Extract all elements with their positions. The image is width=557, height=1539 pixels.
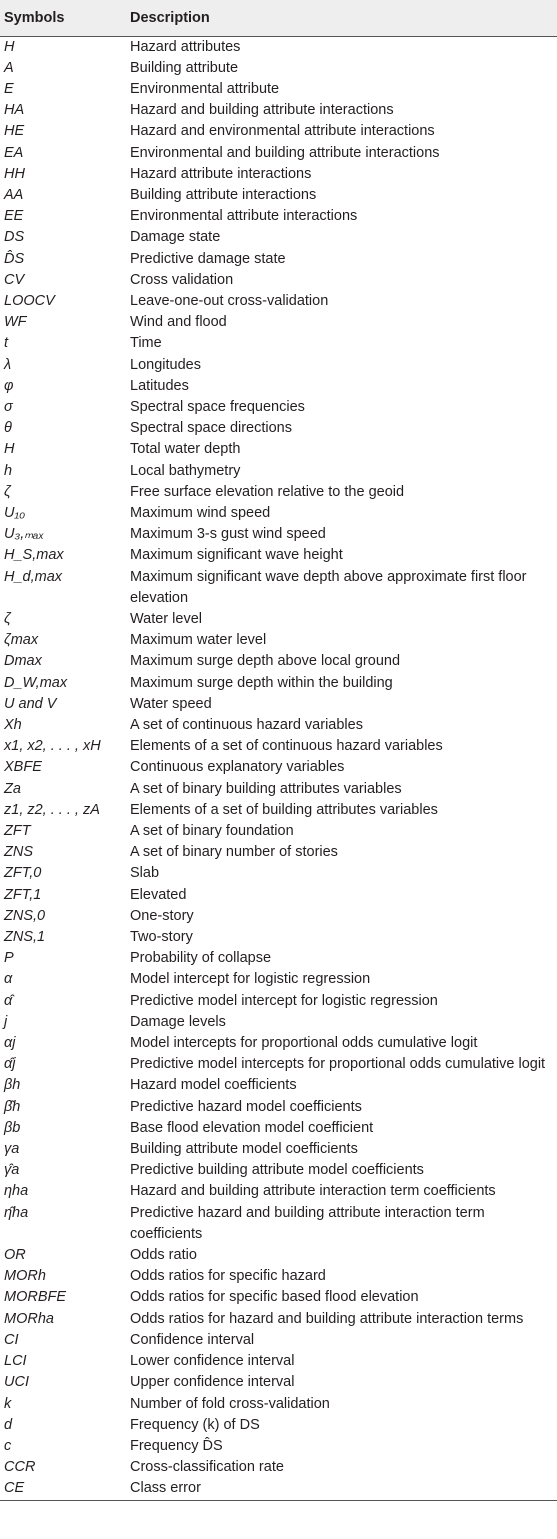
table-row <box>0 821 557 842</box>
description-cell: Maximum wind speed <box>130 504 271 521</box>
symbol-cell: φ <box>4 377 14 394</box>
description-cell: Building attribute model coefficients <box>130 1141 358 1158</box>
table-row <box>0 1372 557 1393</box>
header-symbols: Symbols <box>0 0 126 36</box>
symbol-cell: ηha <box>4 1183 29 1200</box>
description-cell: Predictive hazard model coefficients <box>130 1098 362 1115</box>
description-cell: Base flood elevation model coefficient <box>130 1119 374 1136</box>
description-cell: Hazard and building attribute interactions <box>130 102 394 119</box>
table-row <box>0 1097 557 1118</box>
table-row <box>0 694 557 715</box>
table-row <box>0 185 557 206</box>
symbol-cell: MORh <box>4 1268 46 1285</box>
table-row <box>0 1118 557 1139</box>
description-cell: Hazard attributes <box>130 38 241 55</box>
symbol-cell: OR <box>4 1247 26 1264</box>
description-cell: Frequency (k) of DS <box>130 1416 260 1433</box>
description-cell: Environmental and building attribute interactions <box>130 144 440 161</box>
table-row <box>0 1160 557 1181</box>
symbol-cell: DS <box>4 229 25 246</box>
description-cell: Model intercepts for proportional odds cumulative logit <box>130 1035 478 1052</box>
symbol-cell: LCI <box>4 1353 27 1370</box>
table-row <box>0 1075 557 1096</box>
symbol-cell: j <box>4 1013 8 1030</box>
symbol-cell: HH <box>4 165 25 182</box>
description-cell: Odds ratio <box>130 1247 197 1264</box>
description-cell: Time <box>130 335 162 352</box>
symbol-cell: k <box>4 1395 12 1412</box>
table-row <box>0 863 557 884</box>
symbol-cell: U and V <box>4 695 57 712</box>
description-cell: Elements of a set of continuous hazard variables <box>130 738 443 755</box>
table-row <box>0 651 557 672</box>
description-cell: Damage state <box>130 229 221 246</box>
table-row <box>0 482 557 503</box>
table-row <box>0 376 557 397</box>
table-row <box>0 1436 557 1457</box>
description-cell: Elements of a set of building attributes variables <box>130 801 438 818</box>
description-cell: Predictive hazard and building attribute interaction term coefficients <box>130 1204 485 1242</box>
description-cell: A set of binary building attributes variables <box>130 780 402 797</box>
table-row <box>0 524 557 545</box>
table-row <box>0 1415 557 1436</box>
table-row <box>0 1012 557 1033</box>
symbol-cell: γ̂a <box>4 1162 20 1179</box>
symbol-cell: η̂ha <box>4 1204 29 1221</box>
description-cell: Hazard model coefficients <box>130 1077 297 1094</box>
symbol-cell: HA <box>4 102 25 119</box>
symbol-cell: αj <box>4 1035 16 1052</box>
description-cell: Hazard attribute interactions <box>130 165 312 182</box>
description-cell: Slab <box>130 865 160 882</box>
symbol-cell: βb <box>4 1119 21 1136</box>
symbol-cell: MORha <box>4 1310 54 1327</box>
symbol-cell: ZFT <box>4 823 31 840</box>
symbol-cell: WF <box>4 314 27 331</box>
symbol-cell: βh <box>4 1077 21 1094</box>
table-row <box>0 1266 557 1287</box>
description-cell: Cross validation <box>130 271 234 288</box>
symbol-cell: Za <box>4 780 21 797</box>
table-row <box>0 164 557 185</box>
table-row <box>0 1330 557 1351</box>
symbol-cell: CCR <box>4 1459 36 1476</box>
description-cell: Spectral space directions <box>130 420 292 437</box>
table-row <box>0 630 557 651</box>
table-row <box>0 673 557 694</box>
table-row <box>0 1033 557 1054</box>
description-cell: A set of continuous hazard variables <box>130 717 363 733</box>
description-cell: Number of fold cross-validation <box>130 1395 330 1412</box>
symbol-cell: H_d,max <box>4 568 63 585</box>
table-row <box>0 800 557 821</box>
table-row <box>0 206 557 227</box>
table-row <box>0 291 557 312</box>
description-cell: Maximum surge depth above local ground <box>130 653 401 670</box>
table-row <box>0 36 557 58</box>
symbol-cell: D̂S <box>4 250 25 267</box>
symbol-cell: EE <box>4 208 24 225</box>
symbol-cell: σ <box>4 398 13 415</box>
table-row <box>0 991 557 1012</box>
symbol-cell: E <box>4 80 14 97</box>
symbol-cell: α̂j <box>4 1056 16 1073</box>
table-row <box>0 143 557 164</box>
table-row <box>0 1139 557 1160</box>
table-row <box>0 439 557 460</box>
table-row <box>0 842 557 863</box>
header-description: Description <box>126 0 557 36</box>
description-cell: Upper confidence interval <box>130 1374 295 1391</box>
symbol-cell: x1, x2, . . . , xH <box>4 738 101 755</box>
symbol-cell: θ <box>4 420 12 437</box>
table-row <box>0 1181 557 1202</box>
symbol-cell: H <box>4 38 15 55</box>
description-cell: Class error <box>126 1478 557 1500</box>
symbol-cell: H <box>4 441 15 458</box>
symbol-cell: α̂ <box>4 992 13 1009</box>
table-row <box>0 715 557 736</box>
table-row <box>0 885 557 906</box>
symbol-cell: CE <box>0 1478 126 1500</box>
description-cell: Probability of collapse <box>130 950 272 967</box>
description-cell: Frequency D̂S <box>130 1437 223 1454</box>
symbol-cell: XBFE <box>4 759 42 776</box>
description-cell: Odds ratios for specific hazard <box>130 1268 326 1285</box>
description-cell: A set of binary foundation <box>130 823 294 840</box>
table-row <box>0 270 557 291</box>
description-cell: Continuous explanatory variables <box>130 759 345 776</box>
description-cell: Building attribute interactions <box>130 186 317 203</box>
table-row <box>0 736 557 757</box>
description-cell: Confidence interval <box>130 1331 255 1348</box>
symbol-cell: t <box>4 335 9 352</box>
symbol-cell: Xh <box>4 717 22 733</box>
description-cell: Hazard and building attribute interaction term coefficients <box>130 1183 496 1200</box>
description-cell: Lower confidence interval <box>130 1353 295 1370</box>
symbol-cell: β̂h <box>4 1098 21 1115</box>
table-row <box>0 355 557 376</box>
symbol-cell: HE <box>4 123 25 140</box>
symbol-cell: UCI <box>4 1374 29 1391</box>
table-row <box>0 1478 557 1500</box>
description-cell: Maximum water level <box>130 632 267 649</box>
table-row <box>0 609 557 630</box>
table-row <box>0 79 557 100</box>
symbol-cell: c <box>4 1437 12 1454</box>
table-row <box>0 312 557 333</box>
description-cell: Latitudes <box>130 377 189 394</box>
symbol-cell: A <box>4 59 14 76</box>
description-cell: Predictive model intercepts for proportional odds cumulative logit <box>130 1056 546 1073</box>
table-row <box>0 1287 557 1308</box>
symbol-cell: h <box>4 462 13 479</box>
symbol-cell: D_W,max <box>4 674 68 691</box>
symbol-cell: ZFT,0 <box>4 865 42 882</box>
symbol-cell: U₁₀ <box>4 504 26 521</box>
symbol-cell: γa <box>4 1141 20 1158</box>
description-cell: Water level <box>130 610 202 627</box>
description-cell: Maximum surge depth within the building <box>130 674 393 691</box>
header-row <box>0 0 557 36</box>
symbol-cell: ζmax <box>4 632 39 649</box>
description-cell: Maximum significant wave height <box>130 547 343 564</box>
description-cell: A set of binary number of stories <box>130 844 338 861</box>
symbol-cell: CV <box>4 271 25 288</box>
table-row <box>0 503 557 524</box>
description-cell: Spectral space frequencies <box>130 398 305 415</box>
table-row <box>0 969 557 990</box>
description-cell: Total water depth <box>130 441 241 458</box>
table-row <box>0 779 557 800</box>
symbol-cell: MORBFE <box>4 1289 67 1306</box>
symbol-cell: ZNS,1 <box>4 929 46 946</box>
symbol-cell: ZNS <box>4 844 33 861</box>
description-cell: Leave-one-out cross-validation <box>130 292 329 309</box>
symbol-cell: H_S,max <box>4 547 64 564</box>
description-cell: Two-story <box>130 929 193 946</box>
table-row <box>0 567 557 609</box>
symbol-cell: λ <box>4 356 12 373</box>
symbol-cell: z1, z2, . . . , zA <box>4 801 100 818</box>
symbol-cell: P <box>4 950 14 967</box>
symbol-cell: ζ <box>4 483 11 500</box>
description-cell: Environmental attribute <box>130 80 280 97</box>
symbol-cell: ZNS,0 <box>4 907 46 924</box>
description-cell: Environmental attribute interactions <box>130 208 358 225</box>
description-cell: Odds ratios for specific based flood elevation <box>130 1289 419 1306</box>
symbol-cell: AA <box>4 186 24 203</box>
description-cell: Hazard and environmental attribute interactions <box>130 123 435 140</box>
table-row <box>0 948 557 969</box>
table-row <box>0 1394 557 1415</box>
description-cell: Building attribute <box>130 59 239 76</box>
description-cell: Maximum 3-s gust wind speed <box>130 526 326 543</box>
table-row <box>0 1309 557 1330</box>
description-cell: Odds ratios for hazard and building attribute interaction terms <box>130 1310 524 1327</box>
symbol-cell: LOOCV <box>4 292 55 309</box>
description-cell: Longitudes <box>130 356 201 373</box>
table-row <box>0 461 557 482</box>
table-row <box>0 333 557 354</box>
symbol-cell: ζ <box>4 610 11 627</box>
table-row <box>0 1351 557 1372</box>
symbol-cell: CI <box>4 1331 19 1348</box>
table-row <box>0 227 557 248</box>
table-row <box>0 1054 557 1075</box>
table-row <box>0 1457 557 1478</box>
description-cell: One-story <box>130 907 194 924</box>
symbol-cell: U₃,ₘₐₓ <box>4 526 45 543</box>
description-cell: Local bathymetry <box>130 462 241 479</box>
symbol-cell: Dmax <box>4 653 42 670</box>
table-row <box>0 58 557 79</box>
table-row <box>0 249 557 270</box>
description-cell: Model intercept for logistic regression <box>130 971 371 988</box>
table-row <box>0 121 557 142</box>
symbol-cell: α <box>4 971 13 988</box>
symbol-cell: d <box>4 1416 13 1433</box>
description-cell: Cross-classification rate <box>130 1459 284 1476</box>
description-cell: Wind and flood <box>130 314 227 331</box>
description-cell: Predictive model intercept for logistic regression <box>130 992 438 1009</box>
table-row <box>0 757 557 778</box>
description-cell: Free surface elevation relative to the geoid <box>130 483 405 500</box>
symbol-cell: EA <box>4 144 24 161</box>
table-row <box>0 1245 557 1266</box>
description-cell: Predictive damage state <box>130 250 286 267</box>
description-cell: Elevated <box>130 886 187 903</box>
description-cell: Predictive building attribute model coefficients <box>130 1162 424 1179</box>
table-row <box>0 906 557 927</box>
table-row <box>0 397 557 418</box>
table-row <box>0 545 557 566</box>
table-row <box>0 418 557 439</box>
table-row <box>0 100 557 121</box>
table-row <box>0 927 557 948</box>
description-cell: Maximum significant wave depth above approximate first floor elevation <box>130 568 527 606</box>
table-row <box>0 1203 557 1245</box>
symbol-cell: ZFT,1 <box>4 886 42 903</box>
description-cell: Damage levels <box>130 1013 226 1030</box>
description-cell: Water speed <box>130 695 212 712</box>
